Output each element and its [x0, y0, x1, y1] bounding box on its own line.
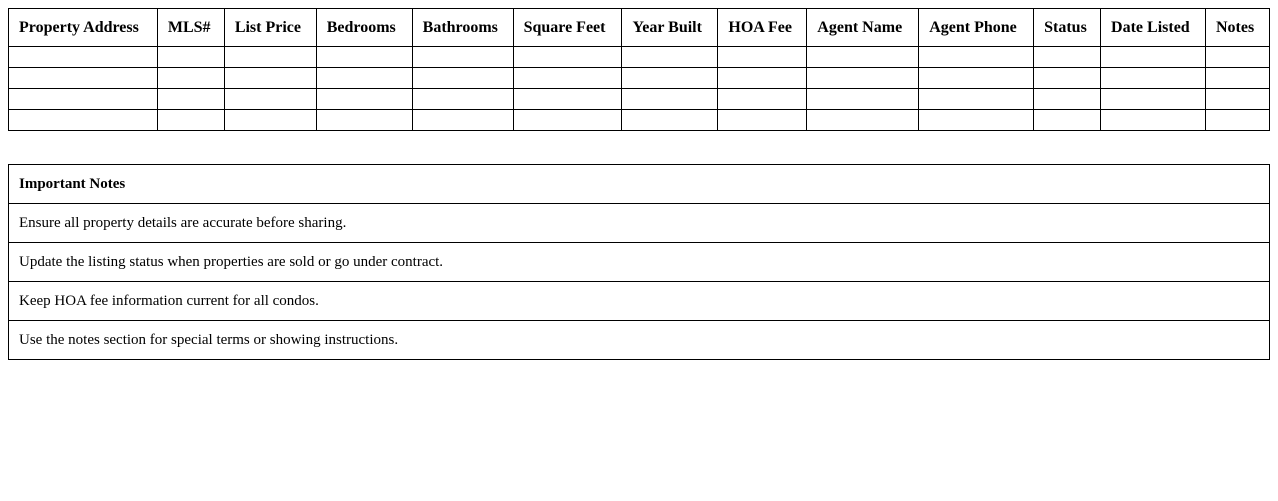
- notes-heading: Important Notes: [9, 165, 1270, 204]
- table-cell[interactable]: [1205, 68, 1269, 89]
- note-item: Ensure all property details are accurate before sharing.: [9, 204, 1270, 243]
- table-cell[interactable]: [9, 89, 158, 110]
- table-cell[interactable]: [1101, 47, 1206, 68]
- table-cell[interactable]: [157, 110, 224, 131]
- table-cell[interactable]: [622, 110, 718, 131]
- table-cell[interactable]: [622, 68, 718, 89]
- table-cell[interactable]: [9, 68, 158, 89]
- column-header-year-built: Year Built: [622, 9, 718, 47]
- notes-table: [8, 164, 1270, 360]
- column-header-list-price: List Price: [224, 9, 316, 47]
- notes-heading-row: [9, 165, 1270, 204]
- table-cell[interactable]: [316, 89, 412, 110]
- table-row: [9, 68, 1270, 89]
- column-header-status: Status: [1034, 9, 1101, 47]
- column-header-notes: Notes: [1205, 9, 1269, 47]
- note-item: Use the notes section for special terms or showing instructions.: [9, 321, 1270, 360]
- table-cell[interactable]: [807, 47, 919, 68]
- table-cell[interactable]: [1101, 89, 1206, 110]
- table-cell[interactable]: [718, 47, 807, 68]
- note-item: Keep HOA fee information current for all condos.: [9, 282, 1270, 321]
- table-cell[interactable]: [718, 110, 807, 131]
- listing-header-row: [9, 9, 1270, 47]
- table-cell[interactable]: [157, 47, 224, 68]
- table-cell[interactable]: [1034, 68, 1101, 89]
- table-cell[interactable]: [919, 47, 1034, 68]
- table-cell[interactable]: [1034, 89, 1101, 110]
- notes-row: [9, 321, 1270, 360]
- table-cell[interactable]: [412, 68, 513, 89]
- table-cell[interactable]: [1034, 47, 1101, 68]
- column-header-mls: MLS#: [157, 9, 224, 47]
- listing-table-body: [9, 47, 1270, 131]
- column-header-hoa-fee: HOA Fee: [718, 9, 807, 47]
- table-cell[interactable]: [1205, 47, 1269, 68]
- column-header-bedrooms: Bedrooms: [316, 9, 412, 47]
- table-cell[interactable]: [513, 47, 622, 68]
- table-cell[interactable]: [513, 89, 622, 110]
- table-cell[interactable]: [1205, 110, 1269, 131]
- table-cell[interactable]: [224, 89, 316, 110]
- note-item: Update the listing status when properties are sold or go under contract.: [9, 243, 1270, 282]
- column-header-agent-phone: Agent Phone: [919, 9, 1034, 47]
- table-cell[interactable]: [316, 47, 412, 68]
- table-cell[interactable]: [157, 89, 224, 110]
- table-cell[interactable]: [412, 110, 513, 131]
- column-header-square-feet: Square Feet: [513, 9, 622, 47]
- listing-table: [8, 8, 1270, 131]
- column-header-date-listed: Date Listed: [1101, 9, 1206, 47]
- table-cell[interactable]: [919, 110, 1034, 131]
- table-cell[interactable]: [224, 47, 316, 68]
- table-cell[interactable]: [224, 68, 316, 89]
- table-cell[interactable]: [157, 68, 224, 89]
- table-cell[interactable]: [513, 68, 622, 89]
- table-cell[interactable]: [718, 89, 807, 110]
- column-header-bathrooms: Bathrooms: [412, 9, 513, 47]
- table-cell[interactable]: [807, 110, 919, 131]
- column-header-property-address: Property Address: [9, 9, 158, 47]
- table-cell[interactable]: [622, 89, 718, 110]
- table-row: [9, 47, 1270, 68]
- table-cell[interactable]: [9, 110, 158, 131]
- notes-row: [9, 204, 1270, 243]
- table-row: [9, 110, 1270, 131]
- table-cell[interactable]: [224, 110, 316, 131]
- notes-row: [9, 243, 1270, 282]
- table-cell[interactable]: [1101, 68, 1206, 89]
- table-cell[interactable]: [412, 47, 513, 68]
- table-cell[interactable]: [622, 47, 718, 68]
- table-cell[interactable]: [919, 89, 1034, 110]
- table-cell[interactable]: [919, 68, 1034, 89]
- table-cell[interactable]: [316, 68, 412, 89]
- table-cell[interactable]: [316, 110, 412, 131]
- table-cell[interactable]: [1034, 110, 1101, 131]
- table-row: [9, 89, 1270, 110]
- table-cell[interactable]: [718, 68, 807, 89]
- table-cell[interactable]: [412, 89, 513, 110]
- table-cell[interactable]: [1101, 110, 1206, 131]
- table-cell[interactable]: [807, 68, 919, 89]
- table-cell[interactable]: [513, 110, 622, 131]
- table-cell[interactable]: [1205, 89, 1269, 110]
- notes-row: [9, 282, 1270, 321]
- table-cell[interactable]: [9, 47, 158, 68]
- column-header-agent-name: Agent Name: [807, 9, 919, 47]
- table-cell[interactable]: [807, 89, 919, 110]
